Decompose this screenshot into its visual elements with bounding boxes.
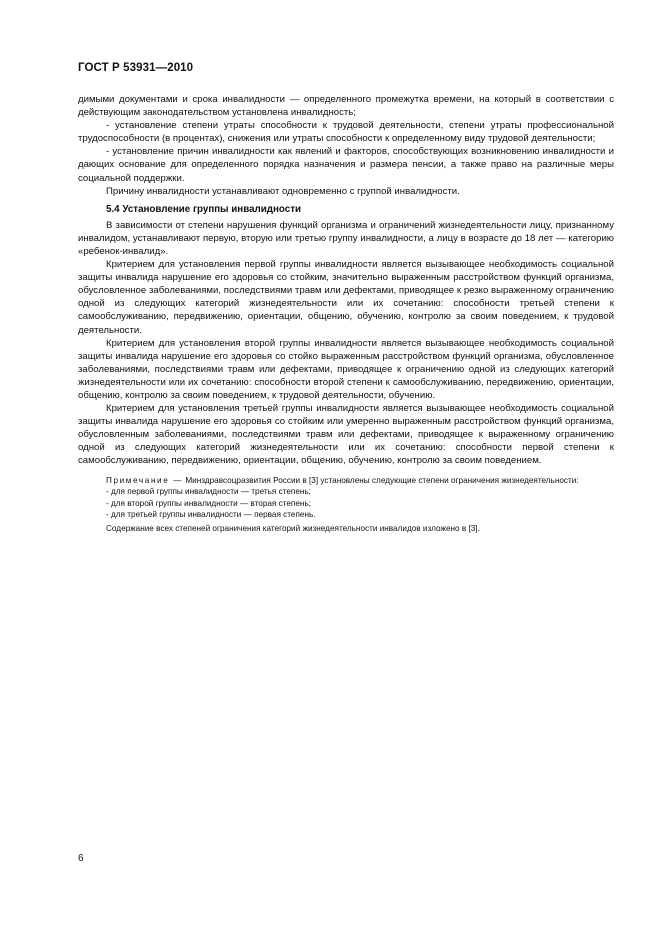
section-heading: 5.4 Установление группы инвалидности xyxy=(106,203,302,215)
note-label: Примечание — xyxy=(106,475,184,485)
note-item: - для первой группы инвалидности — третья степень; xyxy=(106,487,311,497)
paragraph: Причину инвалидности устанавливают одновременно с группой инвалидности. xyxy=(106,185,460,197)
note-item: - для третьей группы инвалидности — первая степень. xyxy=(106,510,316,520)
paragraph: Критерием для установления третьей группы инвалидности является вызывающее необходимость социальной защиты инвалида нарушение его здоровья со стойким или умеренно выраженным расстройством функций организма, обусловленным заболеваниями, последствиями травм или дефектами, приводящее к выраженному ограничению одной из следующих категорий жизнедеятельности или их сочетанию: способности первой степени к самообслуживанию, передвижению, ориентации, общению, обучению, контролю за своим поведением. xyxy=(78,403,614,467)
note-text: Минздравсоцразвития России в [3] установлены следующие степени ограничения жизнедеятельности: xyxy=(185,475,579,485)
page-number: 6 xyxy=(78,853,84,864)
note xyxy=(78,475,614,487)
document-body xyxy=(78,93,614,535)
note-item: - для второй группы инвалидности — вторая степень; xyxy=(106,498,311,508)
paragraph: Критерием для установления первой группы инвалидности является вызывающее необходимость социальной защиты инвалида нарушение его здоровья со стойким, значительно выраженным расстройством функций организма, обусловленное заболеваниями, последствиями травм или дефектами, приводящее к резко выраженному ограничению одной из следующих категорий жизнедеятельности или их сочетанию: способности третьей степени к самообслуживанию, передвижению, ориентации, общению, обучению, контролю за своим поведением, к трудовой деятельности. xyxy=(78,259,614,336)
list-item: - установление степени утраты способности к трудовой деятельности, степени утраты профессиональной трудоспособности (в процентах), снижения или утраты способности к определенному виду трудовой деятельности; xyxy=(78,120,614,145)
paragraph: В зависимости от степени нарушения функций организма и ограничений жизнедеятельности лицу, признанному инвалидом, устанавливают первую, вторую или третью группу инвалидности, а лицу в возрасте до 18 лет — категорию «ребенок-инвалид». xyxy=(78,219,614,257)
paragraph: димыми документами и срока инвалидности — определенного промежутка времени, на который в соответствии с действующим законодательством установлена инвалидность; xyxy=(78,94,614,119)
list-item: - установление причин инвалидности как явлений и факторов, способствующих возникновению инвалидности и дающих основание для определенного порядка назначения и размера пенсии, а также право на различные меры социальной поддержки. xyxy=(78,146,614,184)
paragraph: Критерием для установления второй группы инвалидности является вызывающее необходимость социальной защиты инвалида нарушение его здоровья со стойко выраженным расстройством функций организма, обусловленное заболеваниями, последствиями травм или дефектами, приводящее к ограничению одной из следующих категорий жизнедеятельности или их сочетанию: способности второй степени к самообслуживанию, передвижению, ориентации, общению, контролю за своим поведением, к трудовой деятельности, обучению. xyxy=(78,337,614,401)
document-header: ГОСТ Р 53931—2010 xyxy=(78,62,194,74)
note-closing: Содержание всех степеней ограничения категорий жизнедеятельности инвалидов изложено в [3]. xyxy=(106,523,480,533)
